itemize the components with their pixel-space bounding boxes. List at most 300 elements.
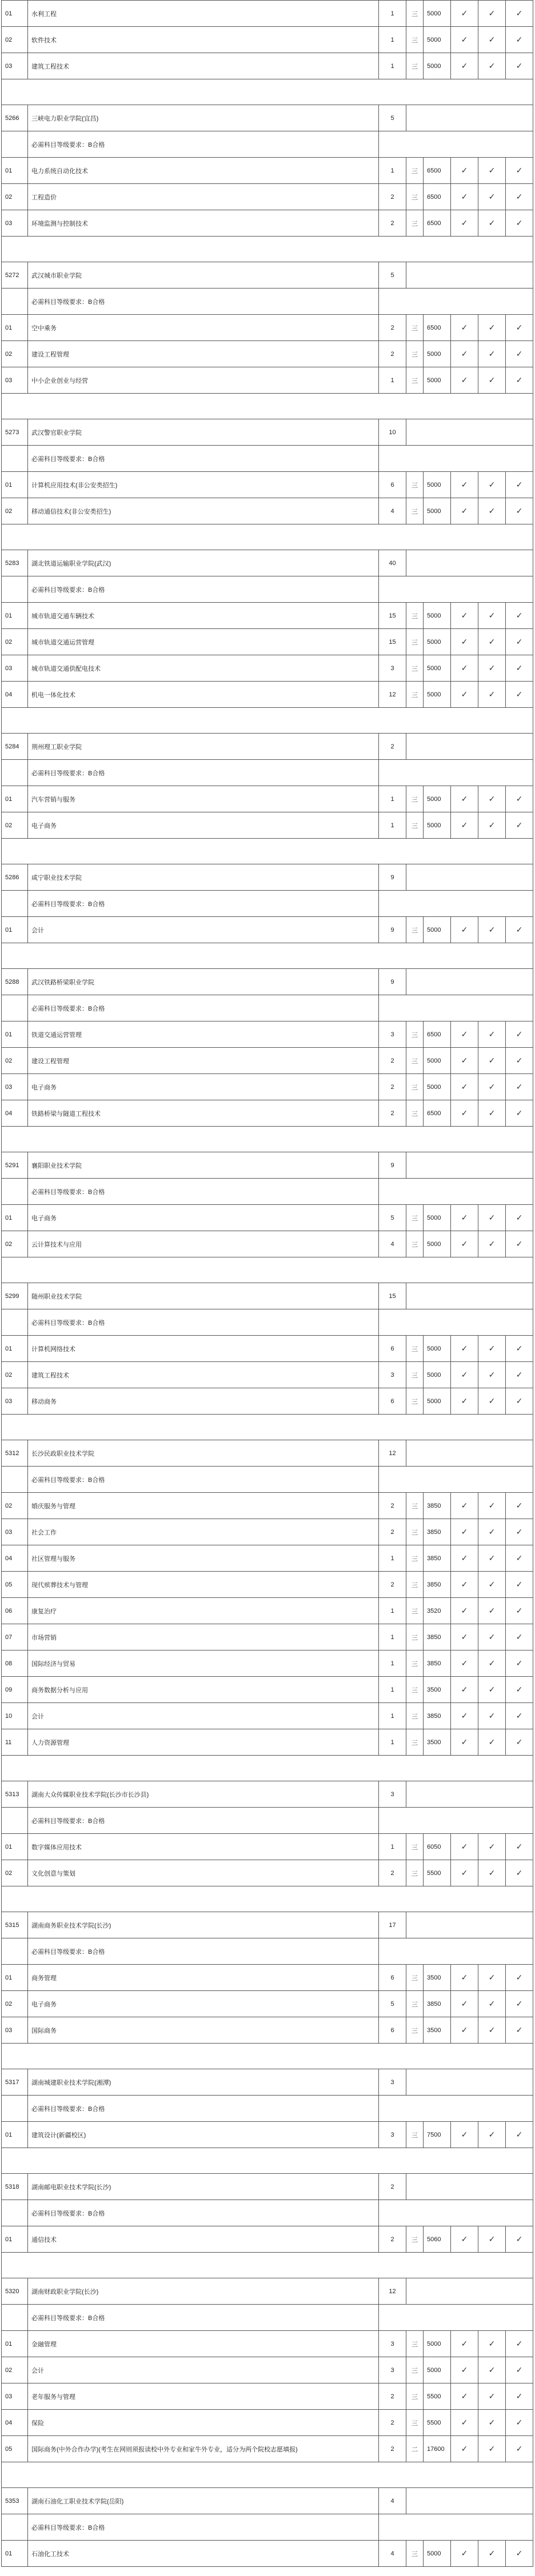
tuition-fee: 5000 [424, 1231, 451, 1257]
tuition-fee: 7500 [424, 2122, 451, 2148]
tuition-fee: 6500 [424, 1021, 451, 1048]
major-code: 02 [2, 1991, 28, 2017]
tuition-fee: 5000 [424, 812, 451, 839]
school-code: 5320 [2, 2278, 28, 2305]
subject-requirement-text: 必需科目等级要求：B合格 [28, 289, 379, 315]
school-code: 5317 [2, 2069, 28, 2096]
tuition-fee: 5000 [424, 1074, 451, 1100]
check-mark-icon: ✓ [506, 2226, 533, 2253]
plan-count: 2 [379, 1100, 406, 1127]
empty-cell [2, 2200, 28, 2226]
check-mark-icon: ✓ [451, 603, 478, 629]
check-mark-icon: ✓ [451, 1965, 478, 1991]
plan-count: 1 [379, 1650, 406, 1677]
check-mark-icon: ✓ [478, 2410, 506, 2436]
empty-cell [406, 1283, 533, 1309]
school-header-row [2, 2174, 533, 2200]
tuition-fee: 3850 [424, 1519, 451, 1545]
plan-count: 2 [379, 1572, 406, 1598]
check-mark-icon: ✓ [478, 1362, 506, 1388]
check-mark-icon: ✓ [506, 1, 533, 27]
major-row [2, 629, 533, 655]
plan-count: 6 [379, 2017, 406, 2044]
major-row [2, 917, 533, 943]
tuition-fee: 5060 [424, 2226, 451, 2253]
check-mark-icon: ✓ [451, 210, 478, 237]
major-row [2, 812, 533, 839]
check-mark-icon: ✓ [451, 1336, 478, 1362]
plan-count: 3 [379, 2122, 406, 2148]
plan-count: 15 [379, 629, 406, 655]
tuition-fee: 5000 [424, 917, 451, 943]
tuition-fee: 5000 [424, 786, 451, 812]
major-name: 国际商务 [28, 2017, 379, 2044]
empty-cell [2, 446, 28, 472]
major-row [2, 1729, 533, 1756]
check-mark-icon: ✓ [451, 1519, 478, 1545]
empty-cell [2, 1309, 28, 1336]
check-mark-icon: ✓ [451, 1074, 478, 1100]
major-code: 01 [2, 917, 28, 943]
check-mark-icon: ✓ [478, 1021, 506, 1048]
school-name: 武汉警官职业学院 [28, 419, 379, 446]
subject-requirement-row [2, 446, 533, 472]
plan-count: 12 [379, 682, 406, 708]
school-plan-total: 3 [379, 2069, 406, 2096]
check-mark-icon: ✓ [451, 1677, 478, 1703]
check-mark-icon: ✓ [478, 2541, 506, 2567]
school-header-row [2, 1152, 533, 1179]
check-mark-icon: ✓ [478, 786, 506, 812]
study-years: 三 [406, 1965, 424, 1991]
check-mark-icon: ✓ [451, 682, 478, 708]
school-code: 5291 [2, 1152, 28, 1179]
separator-cell [2, 237, 533, 262]
major-name: 城市轨道交通供配电技术 [28, 655, 379, 682]
separator-cell [2, 943, 533, 969]
major-row [2, 1100, 533, 1127]
major-code: 01 [2, 1021, 28, 1048]
school-code: 5315 [2, 1912, 28, 1938]
check-mark-icon: ✓ [451, 2122, 478, 2148]
plan-count: 1 [379, 1545, 406, 1572]
tuition-fee: 17600 [424, 2436, 451, 2462]
major-name: 汽车营销与服务 [28, 786, 379, 812]
study-years: 三 [406, 184, 424, 210]
study-years: 三 [406, 2017, 424, 2044]
empty-cell [2, 891, 28, 917]
plan-count: 2 [379, 2226, 406, 2253]
empty-cell [379, 446, 533, 472]
empty-cell [379, 2200, 533, 2226]
major-name: 国际经济与贸易 [28, 1650, 379, 1677]
major-row [2, 1650, 533, 1677]
major-name: 空中乘务 [28, 315, 379, 341]
check-mark-icon: ✓ [478, 315, 506, 341]
check-mark-icon: ✓ [451, 1545, 478, 1572]
check-mark-icon: ✓ [478, 1860, 506, 1886]
major-row [2, 655, 533, 682]
empty-cell [406, 550, 533, 576]
check-mark-icon: ✓ [478, 2017, 506, 2044]
check-mark-icon: ✓ [506, 53, 533, 79]
check-mark-icon: ✓ [451, 315, 478, 341]
study-years: 三 [406, 1598, 424, 1624]
check-mark-icon: ✓ [506, 184, 533, 210]
major-row [2, 2410, 533, 2436]
school-header-row [2, 262, 533, 289]
subject-requirement-text: 必需科目等级要求：B合格 [28, 2200, 379, 2226]
major-row [2, 2436, 533, 2462]
major-name: 建设工程管理 [28, 1048, 379, 1074]
empty-cell [2, 995, 28, 1021]
tuition-fee: 6500 [424, 210, 451, 237]
subject-requirement-row [2, 995, 533, 1021]
check-mark-icon: ✓ [451, 1493, 478, 1519]
school-plan-total: 5 [379, 105, 406, 131]
study-years: 三 [406, 1545, 424, 1572]
major-code: 01 [2, 1205, 28, 1231]
empty-cell [379, 289, 533, 315]
empty-cell [406, 262, 533, 289]
plan-count: 5 [379, 1991, 406, 2017]
major-name: 商务数据分析与应用 [28, 1677, 379, 1703]
major-row [2, 1205, 533, 1231]
check-mark-icon: ✓ [478, 1519, 506, 1545]
tuition-fee: 3850 [424, 1493, 451, 1519]
study-years: 三 [406, 53, 424, 79]
empty-cell [406, 2488, 533, 2514]
separator-cell [2, 1886, 533, 1912]
check-mark-icon: ✓ [451, 1572, 478, 1598]
check-mark-icon: ✓ [478, 1388, 506, 1415]
study-years: 三 [406, 655, 424, 682]
study-years: 三 [406, 1729, 424, 1756]
check-mark-icon: ✓ [478, 1493, 506, 1519]
major-name: 老年服务与管理 [28, 2383, 379, 2410]
school-name: 咸宁职业技术学院 [28, 864, 379, 891]
study-years: 三 [406, 1572, 424, 1598]
school-header-row [2, 2488, 533, 2514]
study-years: 三 [406, 158, 424, 184]
tuition-fee: 5000 [424, 53, 451, 79]
major-code: 01 [2, 2541, 28, 2567]
tuition-fee: 3850 [424, 1624, 451, 1650]
school-name: 武汉城市职业学院 [28, 262, 379, 289]
major-code: 03 [2, 2383, 28, 2410]
tuition-fee: 5500 [424, 2383, 451, 2410]
major-row [2, 1965, 533, 1991]
empty-cell [406, 734, 533, 760]
tuition-fee: 5000 [424, 629, 451, 655]
check-mark-icon: ✓ [478, 158, 506, 184]
empty-cell [406, 2069, 533, 2096]
check-mark-icon: ✓ [478, 1205, 506, 1231]
check-mark-icon: ✓ [451, 158, 478, 184]
study-years: 三 [406, 2357, 424, 2383]
study-years: 三 [406, 786, 424, 812]
subject-requirement-text: 必需科目等级要求：B合格 [28, 446, 379, 472]
tuition-fee: 5000 [424, 1205, 451, 1231]
school-plan-total: 5 [379, 262, 406, 289]
major-code: 02 [2, 27, 28, 53]
major-code: 03 [2, 1519, 28, 1545]
major-code: 01 [2, 158, 28, 184]
tuition-fee: 5000 [424, 498, 451, 524]
major-code: 03 [2, 53, 28, 79]
separator-row [2, 708, 533, 734]
separator-row [2, 839, 533, 864]
study-years: 二 [406, 2436, 424, 2462]
check-mark-icon: ✓ [451, 917, 478, 943]
major-code: 01 [2, 472, 28, 498]
plan-count: 2 [379, 2383, 406, 2410]
school-plan-total: 2 [379, 2174, 406, 2200]
plan-count: 6 [379, 1336, 406, 1362]
tuition-fee: 5000 [424, 341, 451, 367]
empty-cell [2, 576, 28, 603]
empty-cell [406, 1781, 533, 1808]
empty-cell [2, 1179, 28, 1205]
check-mark-icon: ✓ [506, 1965, 533, 1991]
study-years: 三 [406, 917, 424, 943]
tuition-fee: 5000 [424, 472, 451, 498]
major-row [2, 1519, 533, 1545]
check-mark-icon: ✓ [506, 1677, 533, 1703]
study-years: 三 [406, 210, 424, 237]
major-name: 电力系统自动化技术 [28, 158, 379, 184]
major-name: 通信技术 [28, 2226, 379, 2253]
tuition-fee: 3520 [424, 1598, 451, 1624]
major-row [2, 1598, 533, 1624]
separator-row [2, 524, 533, 550]
plan-count: 2 [379, 1074, 406, 1100]
check-mark-icon: ✓ [478, 1650, 506, 1677]
study-years: 三 [406, 1388, 424, 1415]
major-name: 计算机应用技术(非公安类招生) [28, 472, 379, 498]
check-mark-icon: ✓ [506, 2541, 533, 2567]
major-code: 01 [2, 1965, 28, 1991]
school-plan-total: 9 [379, 864, 406, 891]
school-name: 三峡电力职业学院(宜昌) [28, 105, 379, 131]
check-mark-icon: ✓ [478, 472, 506, 498]
check-mark-icon: ✓ [478, 2331, 506, 2357]
plan-count: 1 [379, 1624, 406, 1650]
check-mark-icon: ✓ [478, 184, 506, 210]
check-mark-icon: ✓ [506, 315, 533, 341]
major-name: 移动商务 [28, 1388, 379, 1415]
major-code: 01 [2, 2226, 28, 2253]
empty-cell [2, 1467, 28, 1493]
major-name: 人力资源管理 [28, 1729, 379, 1756]
empty-cell [379, 2305, 533, 2331]
school-header-row [2, 105, 533, 131]
major-row [2, 2541, 533, 2567]
major-code: 05 [2, 1572, 28, 1598]
major-code: 02 [2, 498, 28, 524]
check-mark-icon: ✓ [451, 1598, 478, 1624]
major-name: 建筑工程技术 [28, 53, 379, 79]
tuition-fee: 5000 [424, 1388, 451, 1415]
check-mark-icon: ✓ [506, 1545, 533, 1572]
major-name: 铁道交通运营管理 [28, 1021, 379, 1048]
check-mark-icon: ✓ [478, 917, 506, 943]
school-code: 5272 [2, 262, 28, 289]
subject-requirement-text: 必需科目等级要求：B合格 [28, 760, 379, 786]
empty-cell [379, 576, 533, 603]
separator-cell [2, 1257, 533, 1283]
plan-count: 2 [379, 341, 406, 367]
subject-requirement-row [2, 760, 533, 786]
major-name: 软件技术 [28, 27, 379, 53]
empty-cell [379, 995, 533, 1021]
check-mark-icon: ✓ [451, 1100, 478, 1127]
tuition-fee: 3850 [424, 1545, 451, 1572]
check-mark-icon: ✓ [506, 472, 533, 498]
study-years: 三 [406, 1677, 424, 1703]
plan-count: 3 [379, 1362, 406, 1388]
check-mark-icon: ✓ [506, 1231, 533, 1257]
major-code: 03 [2, 367, 28, 394]
study-years: 三 [406, 1624, 424, 1650]
major-row [2, 2017, 533, 2044]
tuition-fee: 5000 [424, 1048, 451, 1074]
check-mark-icon: ✓ [478, 1336, 506, 1362]
check-mark-icon: ✓ [451, 629, 478, 655]
check-mark-icon: ✓ [451, 2331, 478, 2357]
major-row [2, 1834, 533, 1860]
school-plan-total: 17 [379, 1912, 406, 1938]
study-years: 三 [406, 315, 424, 341]
major-code: 02 [2, 1231, 28, 1257]
check-mark-icon: ✓ [451, 1991, 478, 2017]
major-row [2, 158, 533, 184]
tuition-fee: 3500 [424, 1729, 451, 1756]
major-row [2, 1048, 533, 1074]
check-mark-icon: ✓ [478, 1074, 506, 1100]
tuition-fee: 3850 [424, 1991, 451, 2017]
major-name: 计算机网络技术 [28, 1336, 379, 1362]
major-name: 会计 [28, 1703, 379, 1729]
major-code: 02 [2, 1860, 28, 1886]
subject-requirement-row [2, 289, 533, 315]
major-row [2, 1677, 533, 1703]
study-years: 三 [406, 1205, 424, 1231]
plan-count: 6 [379, 1965, 406, 1991]
check-mark-icon: ✓ [451, 786, 478, 812]
check-mark-icon: ✓ [506, 655, 533, 682]
major-name: 会计 [28, 2357, 379, 2383]
major-code: 03 [2, 210, 28, 237]
study-years: 三 [406, 2383, 424, 2410]
check-mark-icon: ✓ [506, 1834, 533, 1860]
separator-cell [2, 1127, 533, 1152]
school-name: 湖南商务职业技术学院(长沙) [28, 1912, 379, 1938]
study-years: 三 [406, 1362, 424, 1388]
subject-requirement-text: 必需科目等级要求：B合格 [28, 2514, 379, 2541]
major-code: 03 [2, 655, 28, 682]
check-mark-icon: ✓ [478, 1100, 506, 1127]
check-mark-icon: ✓ [451, 1729, 478, 1756]
major-code: 10 [2, 1703, 28, 1729]
major-row [2, 1231, 533, 1257]
school-code: 5288 [2, 969, 28, 995]
empty-cell [406, 1440, 533, 1467]
empty-cell [379, 2514, 533, 2541]
plan-count: 1 [379, 1729, 406, 1756]
subject-requirement-text: 必需科目等级要求：B合格 [28, 1808, 379, 1834]
school-name: 湖北铁道运输职业学院(武汉) [28, 550, 379, 576]
separator-row [2, 2148, 533, 2174]
subject-requirement-row [2, 1467, 533, 1493]
check-mark-icon: ✓ [506, 1572, 533, 1598]
separator-cell [2, 2462, 533, 2488]
check-mark-icon: ✓ [506, 812, 533, 839]
check-mark-icon: ✓ [478, 1703, 506, 1729]
study-years: 三 [406, 1048, 424, 1074]
tuition-fee: 6500 [424, 158, 451, 184]
subject-requirement-row [2, 2096, 533, 2122]
check-mark-icon: ✓ [506, 1650, 533, 1677]
subject-requirement-row [2, 2514, 533, 2541]
major-name: 城市轨道交通车辆技术 [28, 603, 379, 629]
check-mark-icon: ✓ [506, 2122, 533, 2148]
school-code: 5283 [2, 550, 28, 576]
major-name: 数字媒体应用技术 [28, 1834, 379, 1860]
empty-cell [379, 1467, 533, 1493]
plan-count: 4 [379, 498, 406, 524]
major-row [2, 2383, 533, 2410]
major-name: 建设工程管理 [28, 341, 379, 367]
check-mark-icon: ✓ [451, 1048, 478, 1074]
major-name: 建筑工程技术 [28, 1362, 379, 1388]
tuition-fee: 6500 [424, 184, 451, 210]
empty-cell [2, 131, 28, 158]
school-header-row [2, 550, 533, 576]
study-years: 三 [406, 1231, 424, 1257]
major-row [2, 1336, 533, 1362]
check-mark-icon: ✓ [506, 1493, 533, 1519]
check-mark-icon: ✓ [478, 2226, 506, 2253]
major-code: 01 [2, 315, 28, 341]
plan-count: 1 [379, 1, 406, 27]
major-name: 社区管理与服务 [28, 1545, 379, 1572]
check-mark-icon: ✓ [451, 1205, 478, 1231]
separator-cell [2, 839, 533, 864]
tuition-fee: 5000 [424, 1362, 451, 1388]
study-years: 三 [406, 27, 424, 53]
major-code: 01 [2, 2331, 28, 2357]
check-mark-icon: ✓ [451, 53, 478, 79]
major-row [2, 682, 533, 708]
subject-requirement-text: 必需科目等级要求：B合格 [28, 1467, 379, 1493]
school-code: 5266 [2, 105, 28, 131]
empty-cell [406, 2174, 533, 2200]
empty-cell [2, 289, 28, 315]
school-name: 湖南财政职业学院(长沙) [28, 2278, 379, 2305]
subject-requirement-text: 必需科目等级要求：B合格 [28, 576, 379, 603]
major-name: 铁路桥梁与隧道工程技术 [28, 1100, 379, 1127]
major-code: 02 [2, 1362, 28, 1388]
tuition-fee: 5000 [424, 603, 451, 629]
study-years: 三 [406, 2541, 424, 2567]
subject-requirement-text: 必需科目等级要求：B合格 [28, 131, 379, 158]
study-years: 三 [406, 498, 424, 524]
major-row [2, 1021, 533, 1048]
check-mark-icon: ✓ [478, 2436, 506, 2462]
check-mark-icon: ✓ [506, 1100, 533, 1127]
major-code: 01 [2, 1834, 28, 1860]
